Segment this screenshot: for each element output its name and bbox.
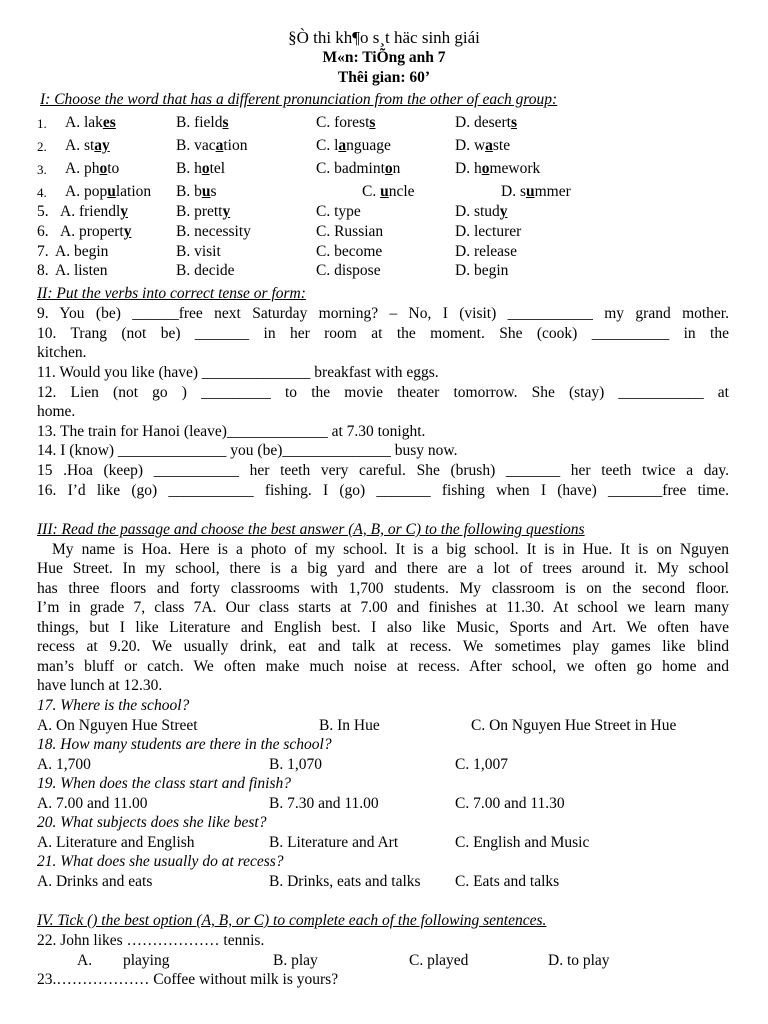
q17-option-b: B. In Hue: [319, 717, 380, 734]
q21-option-a: A. Drinks and eats: [37, 873, 153, 890]
q12-cont: home.: [37, 403, 76, 420]
highlighted-sound: a: [338, 137, 347, 154]
highlighted-sound: o: [99, 160, 108, 177]
option-text: D. lecturer: [455, 223, 522, 240]
q1-option-c: [316, 113, 375, 132]
passage-line: man’s bluff or catch. We often make much noise at recess. After school, we often go home and: [37, 658, 729, 675]
time-line: Thêi gian: 60’: [337, 69, 431, 86]
subject-line: M«n: TiÕng anh 7: [322, 49, 446, 66]
q8-option-a: [55, 261, 108, 280]
q3-option-a: [65, 159, 119, 178]
option-text-rest: ste: [492, 137, 511, 154]
q8-option-d: [455, 261, 508, 280]
q17-option-c: C. On Nguyen Hue Street in Hue: [471, 717, 677, 734]
highlighted-sound: a: [215, 137, 224, 154]
question-number: 3.: [37, 162, 47, 177]
q18-option-a: A. 1,700: [37, 756, 91, 773]
option-text: B. visit: [176, 243, 221, 260]
passage-line: My name is Hoa. Here is a photo of my school. It is a big school. It is in Hue. It is on Nguyen: [52, 541, 729, 558]
option-text-rest: lation: [115, 183, 152, 200]
q4-option-c: [362, 182, 415, 201]
q8-option-b: [176, 261, 235, 280]
passage-line: things, but I like Literature and English best. I also like Music, Sports and Art. We often have: [37, 619, 729, 636]
option-text: C. l: [316, 137, 339, 154]
q2-option-d: [455, 136, 510, 155]
q3-option-c: [316, 159, 400, 178]
q1-option-b: [176, 113, 229, 132]
q6-option-b: [176, 222, 251, 241]
section-1-heading: I: Choose the word that has a different pronunciation from the other of each group:: [40, 91, 558, 108]
q19-option-a: A. 7.00 and 11.00: [37, 795, 148, 812]
highlighted-sound: o: [201, 160, 210, 177]
section-2-heading: II: Put the verbs into correct tense or form:: [37, 285, 306, 302]
option-text: A. lak: [65, 114, 103, 131]
passage-line: recess at 9.20. We usually drink, eat and talk at recess. We sometimes play games like blind: [37, 638, 729, 655]
option-text: A. pop: [65, 183, 108, 200]
q22-question: 22. John likes ……………… tennis.: [37, 932, 265, 949]
passage-line: Hue Street. In my school, there is a big yard and there are a lot of trees around it. My school: [37, 560, 729, 577]
option-text-rest: mmer: [534, 183, 571, 200]
option-text: C. dispose: [316, 262, 381, 279]
option-text: B. field: [176, 114, 223, 131]
option-text: B. vac: [176, 137, 216, 154]
q22-option-b: B. play: [273, 952, 318, 969]
q4-option-d: [501, 182, 571, 201]
q12-line: 12. Lien (not go ) _________ to the movie theater tomorrow. She (stay) ___________ at: [37, 384, 729, 401]
passage-line: I’m in grade 7, class 7A. Our class starts at 7.00 and finishes at 11.30. At school we learn many: [37, 599, 729, 616]
option-text: D. s: [501, 183, 526, 200]
q7-option-b: [176, 242, 221, 261]
q4-option-b: [176, 182, 217, 201]
option-text: A. ph: [65, 160, 100, 177]
highlighted-sound: y: [499, 203, 508, 220]
option-text: D. h: [455, 160, 482, 177]
q9-line: 9. You (be) ______free next Saturday morning? – No, I (visit) ___________ my grand mother.: [37, 305, 729, 322]
q3-option-b: [176, 159, 225, 178]
option-text-rest: nguage: [346, 137, 391, 154]
option-text: D. w: [455, 137, 486, 154]
option-text: D. release: [455, 243, 517, 260]
section-4-heading: IV. Tick () the best option (A, B, or C) to complete each of the following sentences.: [37, 912, 547, 929]
option-text: D. stud: [455, 203, 500, 220]
question-number: 6.: [37, 223, 49, 240]
option-text: D. desert: [455, 114, 511, 131]
q7-option-d: [455, 242, 517, 261]
option-text: D. begin: [455, 262, 509, 279]
question-number: 2.: [37, 139, 47, 154]
option-text: C. type: [316, 203, 361, 220]
q13-line: 13. The train for Hanoi (leave)_____________ at 7.30 tonight.: [37, 423, 426, 440]
highlighted-sound: o: [384, 160, 393, 177]
option-text: B. b: [176, 183, 202, 200]
q10-cont: kitchen.: [37, 344, 87, 361]
exam-title: §Ò thi kh¶o s¸t häc sinh giái: [288, 28, 480, 47]
option-text-rest: tel: [209, 160, 226, 177]
q18-option-c: C. 1,007: [455, 756, 508, 773]
highlighted-sound: es: [102, 114, 116, 131]
q18-option-b: B. 1,070: [269, 756, 322, 773]
option-text: C. badmint: [316, 160, 385, 177]
q20-option-b: B. Literature and Art: [269, 834, 399, 851]
q20-question: 20. What subjects does she like best?: [37, 814, 267, 831]
highlighted-sound: o: [481, 160, 490, 177]
question-number: 1.: [37, 116, 47, 131]
highlighted-sound: s: [369, 114, 376, 131]
option-text: A. listen: [55, 262, 108, 279]
q23-question: 23.……………… Coffee without milk is yours?: [37, 971, 339, 988]
q2-option-a: [65, 136, 110, 155]
q6-option-c: [316, 222, 383, 241]
option-text: B. prett: [176, 203, 223, 220]
question-number: 7.: [37, 243, 49, 260]
q17-option-a: A. On Nguyen Hue Street: [37, 717, 198, 734]
q21-option-b: B. Drinks, eats and talks: [269, 873, 421, 890]
option-text: C. become: [316, 243, 383, 260]
q18-question: 18. How many students are there in the school?: [37, 736, 332, 753]
q5-option-c: [316, 202, 361, 221]
q22-option-a-label: A.: [77, 952, 93, 969]
option-text: A. st: [65, 137, 95, 154]
passage-line: has three floors and forty classrooms with 1,700 students. My classroom is on the second floor.: [37, 580, 729, 597]
highlighted-sound: u: [525, 183, 535, 200]
q19-question: 19. When does the class start and finish?: [37, 775, 292, 792]
highlighted-sound: y: [120, 203, 129, 220]
q1-option-d: [455, 113, 517, 132]
q5-option-a: [60, 202, 128, 221]
question-number: 4.: [37, 185, 47, 200]
highlighted-sound: a: [485, 137, 493, 154]
option-text: B. necessity: [176, 223, 251, 240]
highlighted-sound: y: [222, 203, 231, 220]
q1-option-a: [65, 113, 116, 132]
q21-option-c: C. Eats and talks: [455, 873, 560, 890]
option-text: A. friendl: [60, 203, 121, 220]
q2-option-b: [176, 136, 247, 155]
highlighted-sound: s: [510, 114, 517, 131]
q3-option-d: [455, 159, 540, 178]
highlighted-sound: u: [201, 183, 211, 200]
option-text-rest: s: [210, 183, 217, 200]
option-text-rest: mework: [489, 160, 541, 177]
q7-option-c: [316, 242, 382, 261]
option-text: A. propert: [60, 223, 124, 240]
q19-option-c: C. 7.00 and 11.30: [455, 795, 565, 812]
option-text: B. h: [176, 160, 202, 177]
q8-option-c: [316, 261, 381, 280]
option-text: B. decide: [176, 262, 235, 279]
q20-option-a: A. Literature and English: [37, 834, 195, 851]
q7-option-a: [55, 242, 108, 261]
q4-option-a: [65, 182, 151, 201]
option-text-rest: tion: [223, 137, 248, 154]
q19-option-b: B. 7.30 and 11.00: [269, 795, 379, 812]
q17-question: 17. Where is the school?: [37, 697, 190, 714]
q14-line: 14. I (know) ______________ you (be)______________ busy now.: [37, 442, 458, 459]
q22-option-a: playing: [123, 952, 170, 969]
q16-line: 16. I’d like (go) ___________ fishing. I (go) _______ fishing when I (have) _______free time.: [37, 482, 729, 499]
highlighted-sound: ay: [94, 137, 110, 154]
highlighted-sound: y: [123, 223, 132, 240]
option-text: A. begin: [55, 243, 109, 260]
q22-option-c: C. played: [409, 952, 469, 969]
q11-line: 11. Would you like (have) ______________ breakfast with eggs.: [37, 364, 439, 381]
option-text: C. forest: [316, 114, 370, 131]
option-text: C. Russian: [316, 223, 384, 240]
option-text-rest: to: [107, 160, 120, 177]
q2-option-c: [316, 136, 391, 155]
question-number: 5.: [37, 203, 49, 220]
q20-option-c: C. English and Music: [455, 834, 590, 851]
q22-option-d: D. to play: [548, 952, 610, 969]
passage-line: have lunch at 12.30.: [37, 677, 163, 694]
highlighted-sound: u: [107, 183, 116, 200]
q21-question: 21. What does she usually do at recess?: [37, 853, 284, 870]
question-number: 8.: [37, 262, 49, 279]
option-text-rest: ncle: [388, 183, 415, 200]
option-text: C.: [362, 183, 381, 200]
q6-option-a: [60, 222, 131, 241]
q10-line: 10. Trang (not be) _______ in her room at the moment. She (cook) __________ in the: [37, 325, 729, 342]
q5-option-d: [455, 202, 508, 221]
option-text-rest: n: [392, 160, 401, 177]
q15-line: 15 .Hoa (keep) ___________ her teeth very careful. She (brush) _______ her teeth twice a day.: [37, 462, 729, 479]
q6-option-d: [455, 222, 521, 241]
highlighted-sound: u: [380, 183, 389, 200]
q5-option-b: [176, 202, 230, 221]
highlighted-sound: s: [222, 114, 229, 131]
section-3-heading: III: Read the passage and choose the best answer (A, B, or C) to the following questions: [37, 521, 585, 538]
